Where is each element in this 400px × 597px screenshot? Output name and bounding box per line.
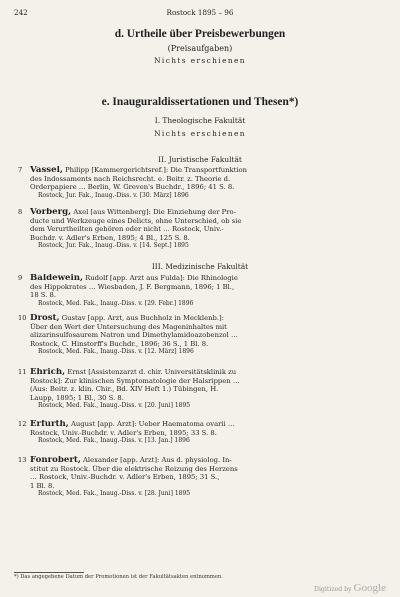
entry-text: des Indossaments nach Reichsrecht. e. Beitr. z. Theorie d. — [30, 174, 231, 183]
entry-text: Rudolf [app. Arzt aus Fulda]: Die Rhinologie — [85, 274, 238, 282]
entry-diss-note: Rostock, Med. Fak., Inaug.-Diss. v. [12. März] 1896 — [38, 348, 194, 356]
entry-text: Ernst [Assistenzarzt d. chir. Universitätsklinik zu — [67, 368, 237, 376]
entry-text: (Aus: Beitr. z. klin. Chir., Bd. XIV Heft 1.) Tübingen, H. — [30, 385, 219, 394]
section-e-title: e. Inauguraldissertationen und Thesen*) — [101, 96, 299, 108]
entry-text: Buchdr. v. Adler's Erben, 1895; 4 Bl., 125 S. 8. — [30, 233, 190, 242]
dissertation-entry — [18, 208, 358, 251]
entry-diss-note: Rostock, Med. Fak., Inaug.-Diss. v. [20. Juni] 1895 — [38, 402, 191, 410]
entry-text: 1 Bl. 8. — [30, 481, 55, 490]
entry-text: Rostock, Univ.-Buchdr. v. Adler's Erben, 1895; 33 S. 8. — [30, 428, 217, 437]
entry-diss-note: Rostock, Med. Fak., Inaug.-Diss. v. [13. Jan.] 1896 — [38, 437, 190, 445]
author-name: Vorberg, — [30, 208, 72, 217]
author-name: Ehrich, — [30, 368, 66, 377]
entry-number: 12 — [18, 420, 27, 428]
entry-text: Rostock]: Zur klinischen Symptomatologie der Halsrippen … — [30, 376, 240, 385]
entry-text: Laupp, 1895; 1 Bl., 30 S. 8. — [30, 393, 124, 402]
entry-number: 13 — [18, 456, 27, 464]
entry-text: 18 S. 8. — [30, 291, 57, 300]
entry-diss-note: Rostock, Med. Fak., Inaug.-Diss. v. [29. Febr.] 1896 — [38, 299, 194, 307]
dissertation-entry — [18, 368, 358, 411]
section-d-note: Nichts erschienen — [154, 56, 246, 65]
entry-text: alizarinsulfosaurem Natron und Dimethylamidoazobenzol … — [30, 331, 238, 340]
faculty-theology-note: Nichts erschienen — [154, 129, 246, 138]
entry-text: stitut zu Rostock. Über die elektrische Reizung des Herzens — [30, 464, 238, 473]
entry-text: Axel [aus Wittenberg]: Die Einziehung der Pro- — [73, 208, 236, 216]
digitized-watermark — [314, 582, 386, 594]
entry-text: des Hippokrates … Wiesbaden, J. F. Bergmann, 1896; 1 Bl., — [30, 282, 235, 291]
entry-diss-note: Rostock, Jur. Fak., Inaug.-Diss. v. [14. Sept.] 1895 — [38, 242, 189, 250]
entry-text: Gustav [app. Arzt, aus Buchholz in Mecklenb.]: — [61, 314, 224, 322]
faculty-heading-medicine: III. Medizinische Fakultät — [151, 262, 249, 271]
section-d-subtitle: (Preisaufgaben) — [167, 44, 233, 53]
entry-text: Rostock, C. Hinstorff's Buchdr., 1896; 36 S., 1 Bl. 8. — [30, 339, 209, 348]
dissertation-entry — [18, 166, 358, 200]
author-name: Fonrobert, — [30, 456, 81, 465]
footnote: *) Das angegebene Datum der Promotionen ist der Fakultätsakten entnommen. — [14, 574, 223, 580]
dissertation-entry — [18, 314, 358, 357]
footnote-divider — [14, 572, 84, 573]
dissertation-entry — [18, 420, 358, 446]
running-head — [14, 8, 386, 20]
entry-number: 10 — [18, 314, 27, 322]
entry-text: dem Verurtheilten gehören oder nicht … Rostock, Univ.- — [30, 225, 224, 234]
entry-text: … Rostock, Univ.-Buchdr. v. Adler's Erben, 1895; 31 S., — [30, 473, 220, 482]
author-name: Vassel, — [30, 166, 63, 175]
entry-text: Über den Wert der Untersuchung des Mageninhaltes mit — [30, 322, 227, 331]
running-head-title: Rostock 1895 – 96 — [166, 8, 234, 17]
faculty-heading-law: II. Juristische Fakultät — [158, 155, 242, 164]
entry-number: 7 — [18, 166, 23, 174]
entry-number: 9 — [18, 274, 23, 282]
entry-text: August [app. Arzt]: Ueber Haematoma ovarii … — [70, 420, 235, 428]
google-logo: Google — [353, 582, 386, 594]
entry-number: 11 — [18, 368, 27, 376]
entry-text: Philipp [Kammergerichtsref.]: Die Transportfunktion — [65, 166, 248, 174]
entry-diss-note: Rostock, Jur. Fak., Inaug.-Diss. v. [30. März] 1896 — [38, 191, 189, 199]
entry-text: Orderpapiere … Berlin, W. Greven's Buchdr., 1896; 41 S. 8. — [30, 183, 235, 192]
entry-text: Alexander [app. Arzt]: Aus d. physiolog. In- — [83, 456, 232, 464]
dissertation-entry — [18, 274, 358, 308]
author-name: Drost, — [30, 314, 60, 323]
author-name: Baldewein, — [30, 274, 83, 283]
author-name: Erfurth, — [30, 420, 69, 429]
entry-number: 8 — [18, 208, 23, 216]
entry-diss-note: Rostock, Med. Fak., Inaug.-Diss. v. [28. Juni] 1895 — [38, 490, 191, 498]
dissertation-entry — [18, 456, 358, 499]
section-d-title: d. Urtheile über Preisbewerbungen — [114, 28, 286, 40]
faculty-heading-theology: I. Theologische Fakultät — [154, 116, 246, 125]
digitized-prefix: Digitized by — [313, 586, 352, 593]
page-number: 242 — [14, 8, 28, 17]
entry-text: ducte und Werkzeuge eines Delicts, ohne Unterschied, ob sie — [30, 216, 242, 225]
